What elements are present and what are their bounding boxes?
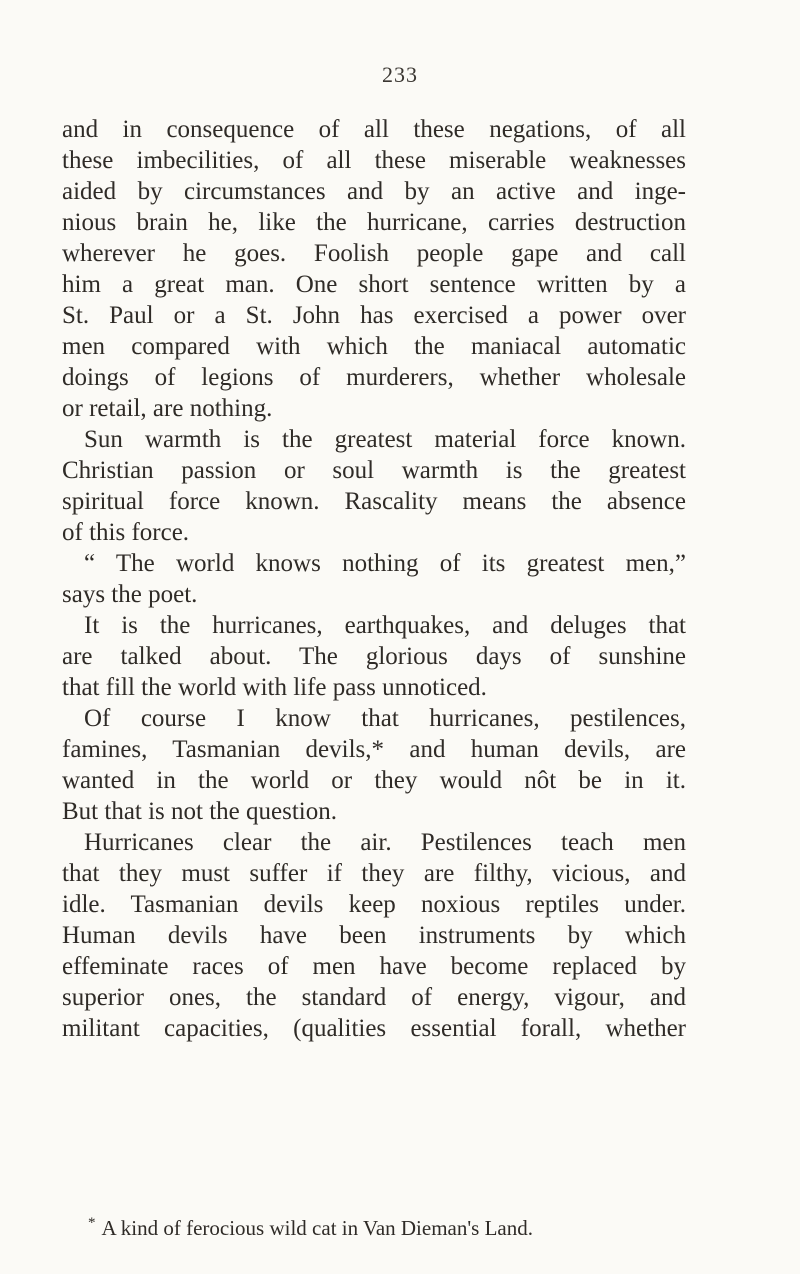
text-line: Sun warmth is the greatest material force known. xyxy=(84,426,686,453)
text-line: doings of legions of murderers, whether wholesale xyxy=(62,364,686,391)
text-line: “ The world knows nothing of its greatest men,” xyxy=(84,550,686,577)
text-line: spiritual force known. Rascality means the absence xyxy=(62,488,686,515)
text-line: superior ones, the standard of energy, vigour, and xyxy=(62,984,686,1011)
text-line: But that is not the question. xyxy=(62,798,337,825)
text-line: Human devils have been instruments by which xyxy=(62,922,686,949)
text-line: and in consequence of all these negations, of all xyxy=(62,116,686,143)
text-line: nious brain he, like the hurricane, carries destruction xyxy=(62,209,686,236)
text-line: Christian passion or soul warmth is the greatest xyxy=(62,457,686,484)
text-line: idle. Tasmanian devils keep noxious reptiles under. xyxy=(62,891,686,918)
text-line: aided by circumstances and by an active and inge- xyxy=(62,178,686,205)
body-text xyxy=(62,114,686,1044)
page-number: 233 xyxy=(382,62,418,87)
text-line: or retail, are nothing. xyxy=(62,395,273,422)
text-line: It is the hurricanes, earthquakes, and deluges that xyxy=(84,612,686,639)
text-line: Of course I know that hurricanes, pestilences, xyxy=(84,705,686,732)
text-line: that they must suffer if they are filthy, vicious, and xyxy=(62,860,686,887)
text-line: famines, Tasmanian devils,* and human devils, are xyxy=(62,736,686,763)
text-line: these imbecilities, of all these miserable weaknesses xyxy=(62,147,686,174)
text-line: wanted in the world or they would nôt be in it. xyxy=(62,767,686,794)
text-line: that fill the world with life pass unnoticed. xyxy=(62,674,487,701)
text-line: are talked about. The glorious days of sunshine xyxy=(62,643,686,670)
footnote-marker: * xyxy=(88,1215,96,1231)
text-line: men compared with which the maniacal automatic xyxy=(62,333,686,360)
text-line: effeminate races of men have become replaced by xyxy=(62,953,686,980)
footnote xyxy=(88,1214,708,1242)
text-line: militant capacities, (qualities essential forall, whether xyxy=(62,1015,686,1042)
text-line: wherever he goes. Foolish people gape and call xyxy=(62,240,686,267)
text-line: of this force. xyxy=(62,519,190,546)
text-line: him a great man. One short sentence written by a xyxy=(62,271,686,298)
text-line: says the poet. xyxy=(62,581,198,608)
text-line: Hurricanes clear the air. Pestilences teach men xyxy=(84,829,686,856)
footnote-text: A kind of ferocious wild cat in Van Dieman's Land. xyxy=(101,1216,533,1240)
text-line: St. Paul or a St. John has exercised a power over xyxy=(62,302,686,329)
